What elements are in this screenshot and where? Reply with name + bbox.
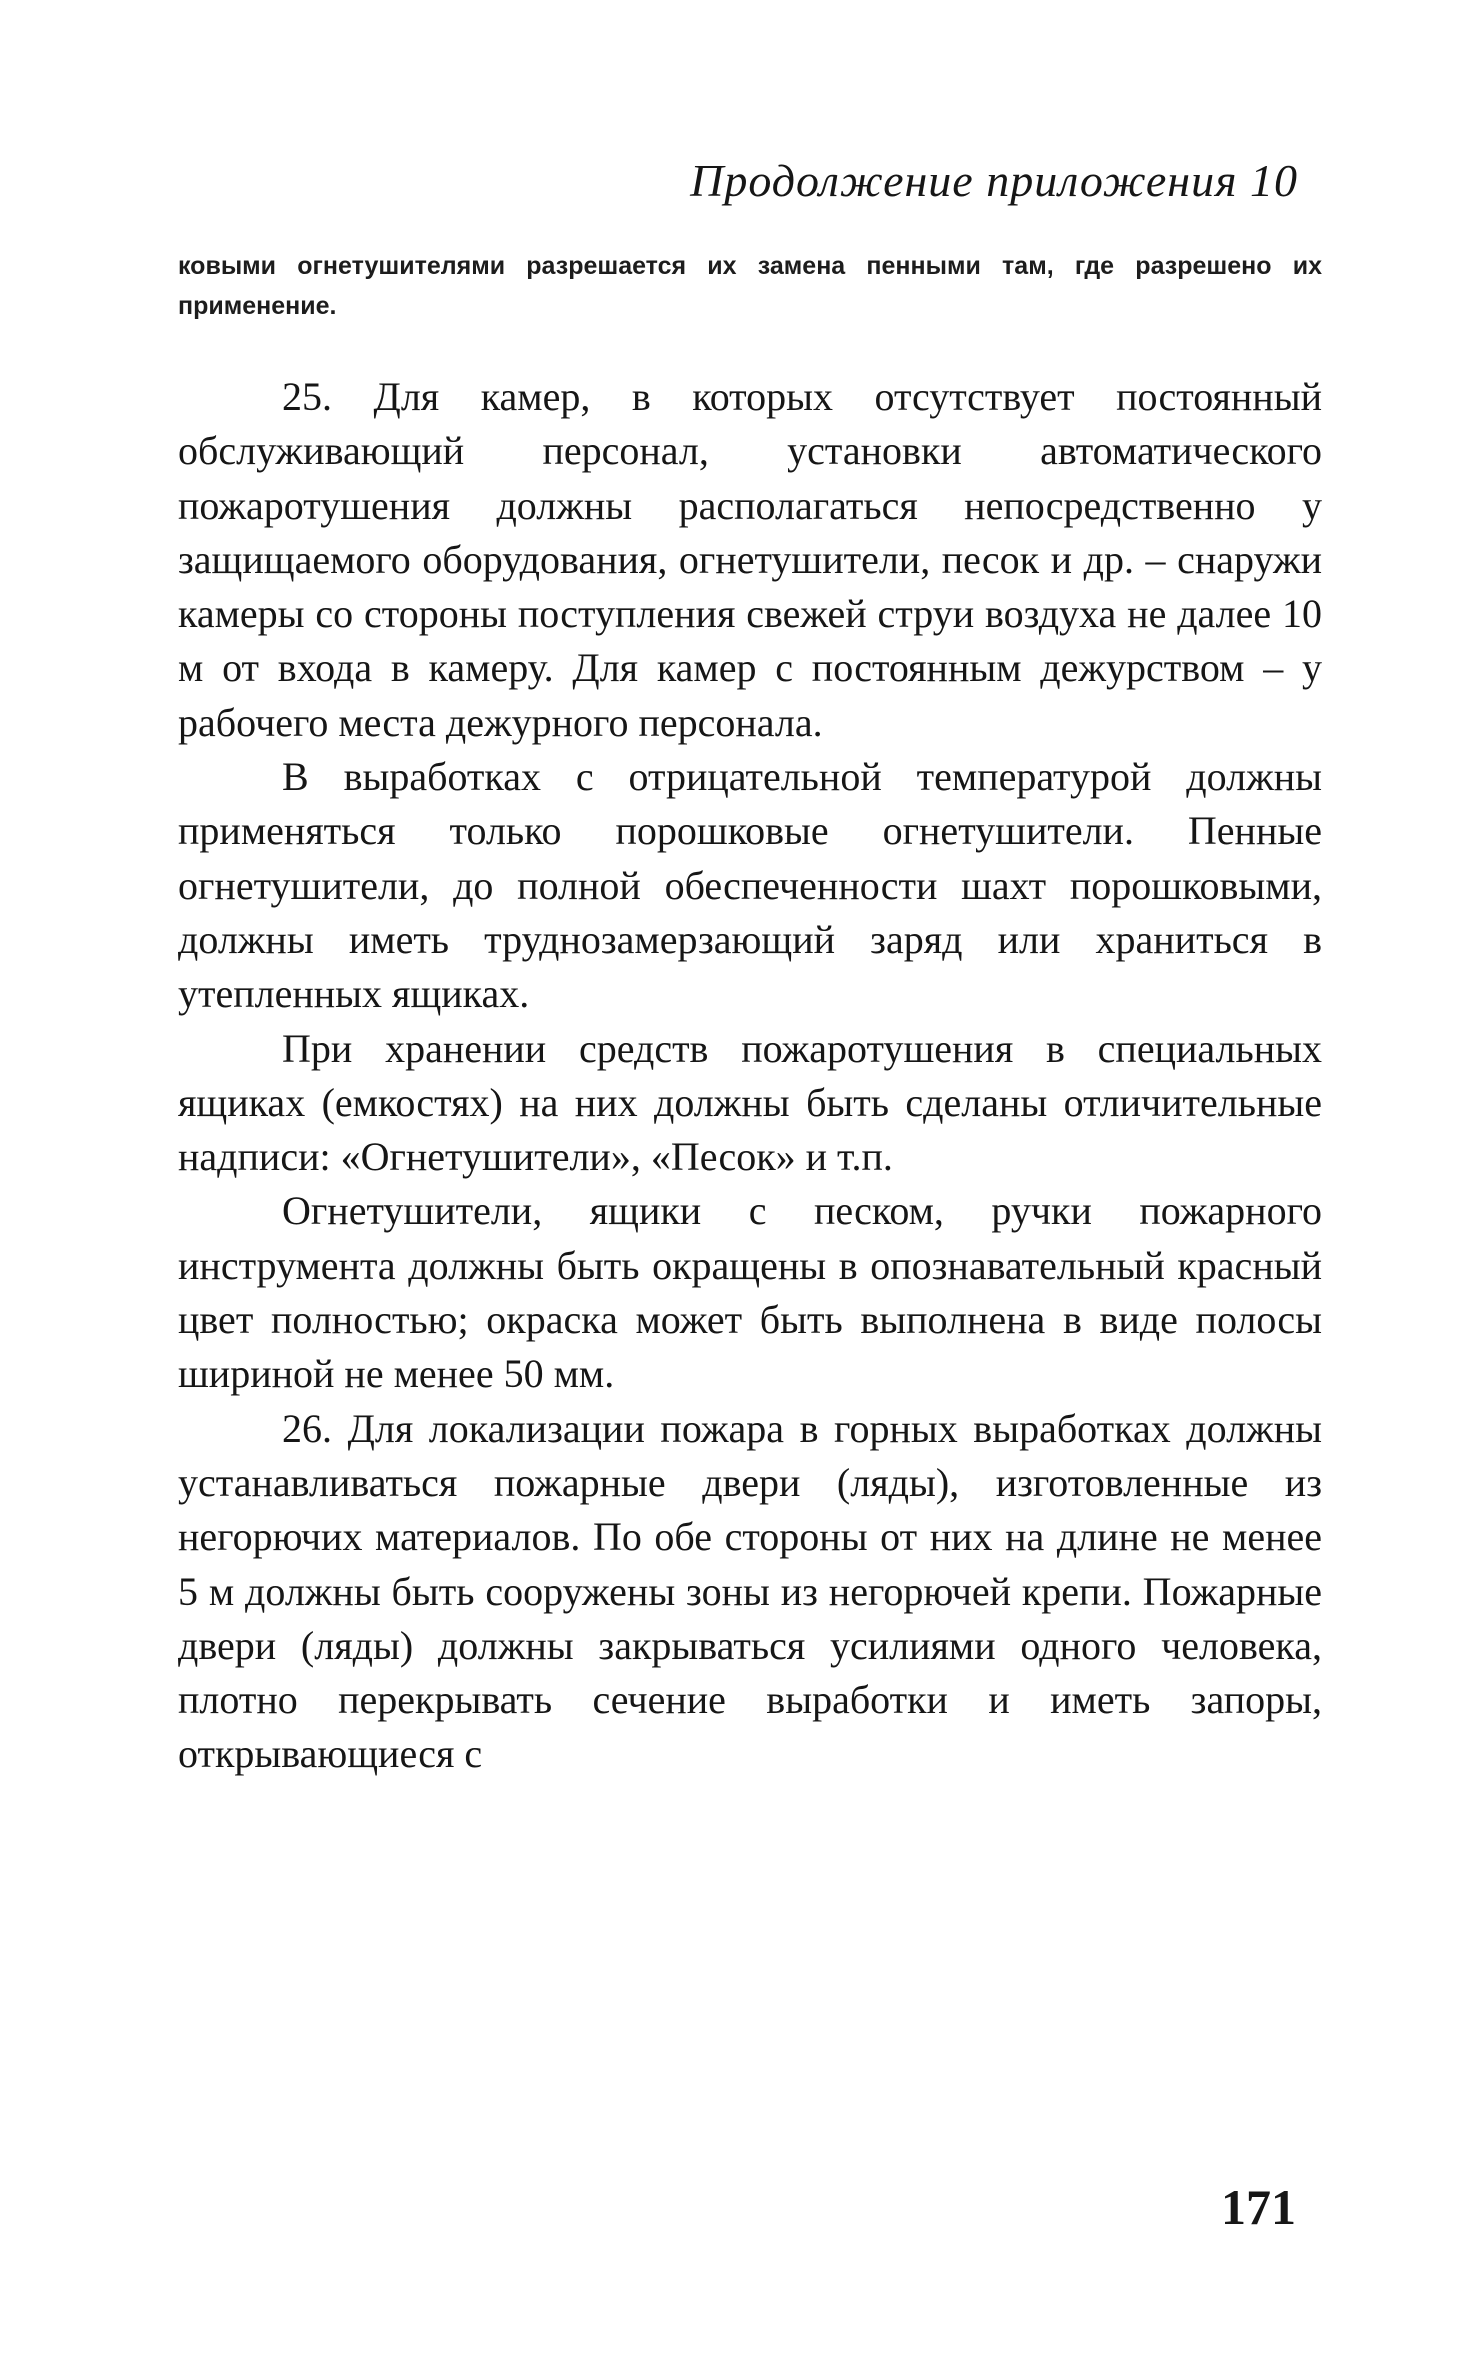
paragraph-storage-labels: При хранении средств пожаротушения в специальных ящиках (емкостях) на них должны быть сделаны отличительные надписи: «Огнетушители», «Песок» и т.п. <box>178 1025 1322 1180</box>
main-text <box>178 370 1322 1782</box>
paragraph-red-color: Огнетушители, ящики с песком, ручки пожарного инструмента должны быть окращены в опознавательный красный цвет полностью; окраска может быть выполнена в виде полосы шириной не менее 50 мм. <box>178 1188 1322 1397</box>
page-number: 171 <box>1221 2179 1296 2235</box>
paragraph-negative-temperature: В выработках с отрицательной температурой должны применяться только порошковые огнетушители. Пенные огнетушители, до полной обеспеченности шахт порошковыми, должны иметь труднозамерзающий заряд или храниться в утепленных ящиках. <box>178 754 1322 1017</box>
running-head: Продолжение приложения 10 <box>690 155 1298 206</box>
paragraph-25: 25. Для камер, в которых отсутствует постоянный обслуживающий персонал, установки автоматического пожаротушения должны располагаться непосредственно у защищаемого оборудования, огнетушители, песок и др. – снаружи камеры со стороны поступления свежей струи воздуха не далее 10 м от входа в камеру. Для камер с постоянным дежурством – у рабочего места дежурного персонала. <box>178 374 1322 745</box>
paragraph-26: 26. Для локализации пожара в горных выработках должны устанавливаться пожарные двери (ляды), изготовленные из негорючих материалов. По обе стороны от них на длине не менее 5 м должны быть сооружены зоны из негорючей крепи. Пожарные двери (ляды) должны закрываться усилиями одного человека, плотно перекрывать сечение выработки и иметь запоры, открывающиеся с <box>178 1405 1322 1777</box>
continued-text-from-previous-page: ковыми огнетушителями разрешается их замена пенными там, где разрешено их применение. <box>178 252 1322 320</box>
